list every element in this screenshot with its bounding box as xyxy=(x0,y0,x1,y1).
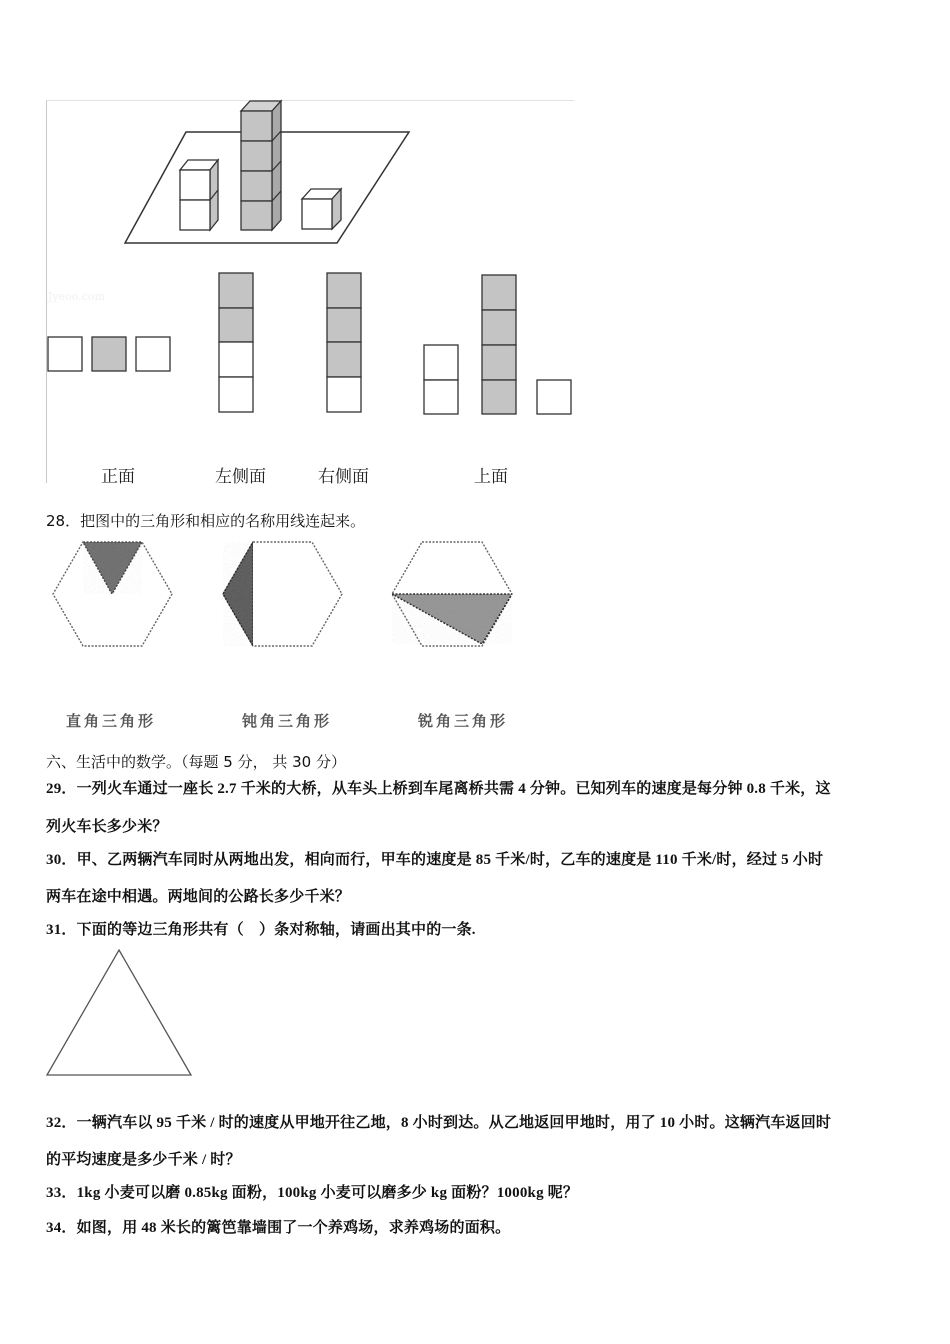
question-31-text: 31．下面的等边三角形共有（ ）条对称轴，请画出其中的一条. xyxy=(46,922,476,938)
hexagon-1 xyxy=(53,542,172,646)
question-30-line-2: 两车在途中相遇。两地间的公路长多少千米？ xyxy=(46,889,351,905)
question-28-text: 28．把图中的三角形和相应的名称用线连起来。 xyxy=(46,512,366,530)
label-front-view: 正面 xyxy=(101,467,135,487)
question-34-text: 34．如图，用 48 米长的篱笆靠墙围了一个养鸡场，求养鸡场的面积。 xyxy=(46,1220,511,1236)
label-top-view: 上面 xyxy=(474,467,508,487)
watermark: Jyeoo.com xyxy=(48,290,105,303)
left-side-view xyxy=(219,273,253,412)
cube-single-right xyxy=(302,189,341,229)
question-29-line-2: 列火车长多少米？ xyxy=(46,819,168,835)
shaded-triangle-2 xyxy=(223,542,253,646)
equilateral-triangle xyxy=(47,950,191,1075)
label-acute-triangle: 锐角三角形 xyxy=(418,712,509,730)
question-32-line-1: 32．一辆汽车以 95 千米 / 时的速度从甲地开往乙地，8 小时到达。从乙地返回甲地时，用了 10 小时。这辆汽车返回时 xyxy=(46,1115,832,1131)
question-29-line-1: 29．一列火车通过一座长 2.7 千米的大桥，从车头上桥到车尾离桥共需 4 分钟。已知列车的速度是每分钟 0.8 千米，这 xyxy=(46,781,831,797)
label-right-side-view: 右侧面 xyxy=(318,467,369,487)
question-30-line-1: 30．甲、乙两辆汽车同时从两地出发，相向而行，甲车的速度是 85 千米/时，乙车的速度是 110 千米/时，经过 5 小时 xyxy=(46,852,824,868)
label-left-side-view: 左侧面 xyxy=(215,467,266,487)
hexagon-3 xyxy=(392,542,512,646)
hexagon-2 xyxy=(223,542,342,646)
cube-column-tall xyxy=(241,101,281,230)
label-right-triangle: 直角三角形 xyxy=(66,712,157,730)
cube-column-left xyxy=(180,160,218,230)
question-33-text: 33．1kg 小麦可以磨 0.85kg 面粉，100kg 小麦可以磨多少 kg 面粉？1000kg 呢？ xyxy=(46,1185,579,1201)
question-32-line-2: 的平均速度是多少千米 / 时？ xyxy=(46,1152,241,1168)
section-6-title: 六、生活中的数学。（每题 5 分， 共 30 分） xyxy=(46,753,346,771)
right-side-view xyxy=(327,273,361,412)
front-view xyxy=(48,337,170,371)
label-obtuse-triangle: 钝角三角形 xyxy=(242,712,333,730)
top-view xyxy=(424,275,571,414)
